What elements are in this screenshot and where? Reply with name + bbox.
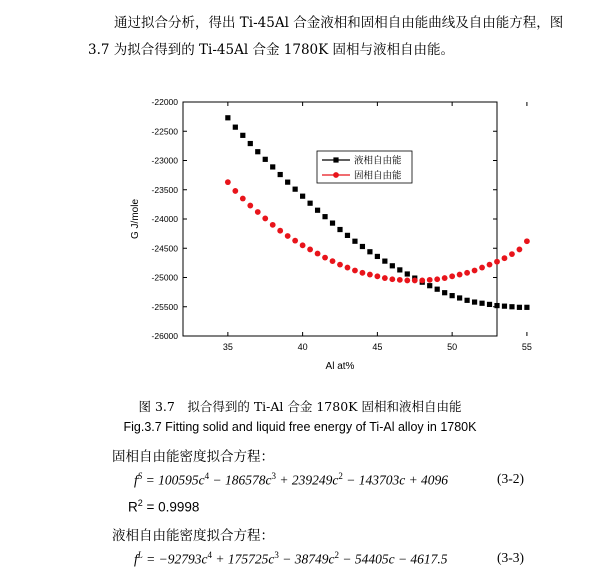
solid-data-point [442,275,448,281]
figure-caption-en: Fig.3.7 Fitting solid and liquid free energy of Ti-Al alloy in 1780K [123,420,477,434]
equation-lhs: f [134,551,138,567]
r2-sup: 2 [137,498,143,508]
liquid-data-point [352,239,357,244]
r2-value: = 0.9998 [142,499,200,515]
solid-equation-heading: 固相自由能密度拟合方程： [112,449,274,465]
solid-data-point [509,251,515,257]
solid-data-point [449,273,455,279]
solid-data-point [285,233,291,239]
solid-equation [134,471,448,489]
solid-data-point [337,262,343,268]
solid-data-point [419,278,425,284]
x-tick-label: 55 [521,342,532,352]
x-tick-label: 35 [222,342,233,352]
r2-base: R [128,499,138,515]
r-squared-value [128,498,199,515]
liquid-data-point [322,214,327,219]
solid-data-point [464,270,470,276]
free-energy-chart [120,90,532,380]
solid-data-point [382,275,388,281]
liquid-data-point [278,172,283,177]
liquid-data-point [307,201,312,206]
liquid-data-point [315,208,320,213]
solid-data-point [330,258,336,264]
solid-data-point [322,255,328,261]
solid-data-point [502,255,508,261]
solid-data-point [277,228,283,234]
liquid-data-point [367,249,372,254]
equation-lhs: f [134,472,138,488]
equation-term: + 175725c [212,551,275,567]
equation-exponent: 3 [271,471,276,481]
solid-data-point [292,238,298,244]
liquid-data-point [240,133,245,138]
y-tick-label: -22500 [151,126,178,137]
solid-data-point [262,216,268,222]
solid-data-point [367,272,373,278]
liquid-data-point [464,298,469,303]
liquid-data-point [472,299,477,304]
equation-number-3-3: (3-3) [497,550,524,565]
intro-line-2: 3.7 为拟合得到的 Ti-45Al 合金 1780K 固相与液相自由能。 [88,42,454,58]
solid-data-point [225,179,231,185]
equation-exponent: 4 [204,471,210,481]
solid-data-point [517,247,523,253]
solid-data-point [524,238,530,244]
liquid-data-point [270,164,275,169]
solid-data-point [232,188,238,194]
solid-data-point [255,209,261,215]
y-tick-label: -22000 [151,97,178,107]
liquid-data-point [293,187,298,192]
liquid-data-point [337,227,342,232]
liquid-data-point [509,304,514,309]
liquid-data-point [375,254,380,259]
equation-term: − 143703c + 4096 [342,472,449,488]
liquid-data-point [255,149,260,154]
liquid-data-point [263,157,268,162]
liquid-data-point [397,267,402,272]
equation-exponent: 3 [274,550,279,560]
liquid-data-point [479,301,484,306]
figure-caption-cn: 图 3.7 拟合得到的 Ti-Al 合金 1780K 固相和液相自由能 [138,399,462,414]
liquid-data-point [390,263,395,268]
legend-marker-circle [333,172,339,178]
liquid-data-point [450,293,455,298]
liquid-data-point [233,125,238,130]
solid-data-point [412,278,418,284]
equation-exponent: 4 [207,550,212,560]
equation-lhs-sup: L [137,550,143,560]
x-tick-label: 40 [297,342,308,352]
equation-exponent: 2 [334,550,339,560]
y-tick-label: -24500 [151,243,178,254]
liquid-equation [134,550,448,568]
liquid-data-point [248,141,253,146]
solid-data-point [472,268,478,274]
solid-data-point [315,251,321,257]
liquid-data-point [494,303,499,308]
liquid-data-point [330,220,335,225]
liquid-data-point [382,259,387,264]
equation-term: = −92793c [142,551,208,567]
liquid-data-point [285,180,290,185]
y-tick-label: -23500 [151,184,178,195]
equation-term: + 239249c [275,472,339,488]
solid-data-point [434,276,440,282]
equation-term: − 54405c − 4617.5 [338,551,448,567]
solid-data-point [360,270,366,276]
solid-data-point [479,265,485,271]
solid-data-point [389,276,395,282]
solid-data-point [457,272,463,278]
x-axis-label: Al at% [325,361,355,372]
solid-data-point [240,196,246,202]
x-tick-label: 45 [372,342,383,352]
solid-data-point [300,242,306,248]
liquid-equation-heading: 液相自由能密度拟合方程： [112,528,274,544]
equation-number-3-2: (3-2) [497,471,524,486]
y-tick-label: -26000 [151,331,178,341]
liquid-data-point [405,271,410,276]
solid-data-point [247,203,253,209]
legend-marker-square [333,157,338,162]
plot-frame [183,102,497,336]
liquid-data-point [502,304,507,309]
solid-data-point [487,262,493,268]
liquid-data-point [345,233,350,238]
solid-data-point [270,222,276,228]
equation-term: − 38749c [278,551,335,567]
x-tick-label: 50 [447,342,458,352]
liquid-data-point [435,287,440,292]
y-tick-label: -25000 [151,272,178,283]
liquid-data-point [427,283,432,288]
liquid-data-point [457,295,462,300]
legend-label: 固相自由能 [354,170,402,182]
intro-line-1: 通过拟合分析，得出 Ti-45Al 合金液相和固相自由能曲线及自由能方程，图 [114,15,564,31]
solid-data-point [397,277,403,283]
liquid-data-point [524,305,529,310]
solid-data-point [427,277,433,283]
liquid-data-point [442,290,447,295]
liquid-data-point [300,194,305,199]
liquid-data-point [487,302,492,307]
liquid-data-point [360,244,365,249]
y-axis-label: G J/mole [130,198,141,240]
equation-term: − 186578c [209,472,272,488]
y-tick-label: -23000 [151,155,178,166]
solid-data-point [307,247,313,253]
equation-term: = 100595c [142,472,205,488]
legend-label: 液相自由能 [354,155,402,167]
intro-paragraph [88,10,568,64]
y-tick-label: -25500 [151,301,178,312]
solid-data-point [345,265,351,271]
equation-lhs-sup: S [137,471,143,481]
equation-exponent: 2 [338,471,343,481]
chart-svg [120,90,532,380]
liquid-data-point [517,305,522,310]
solid-data-point [352,268,358,274]
solid-data-point [404,278,410,284]
solid-data-point [374,273,380,279]
liquid-data-point [225,115,230,120]
y-tick-label: -24000 [151,214,178,224]
solid-data-point [494,259,500,265]
